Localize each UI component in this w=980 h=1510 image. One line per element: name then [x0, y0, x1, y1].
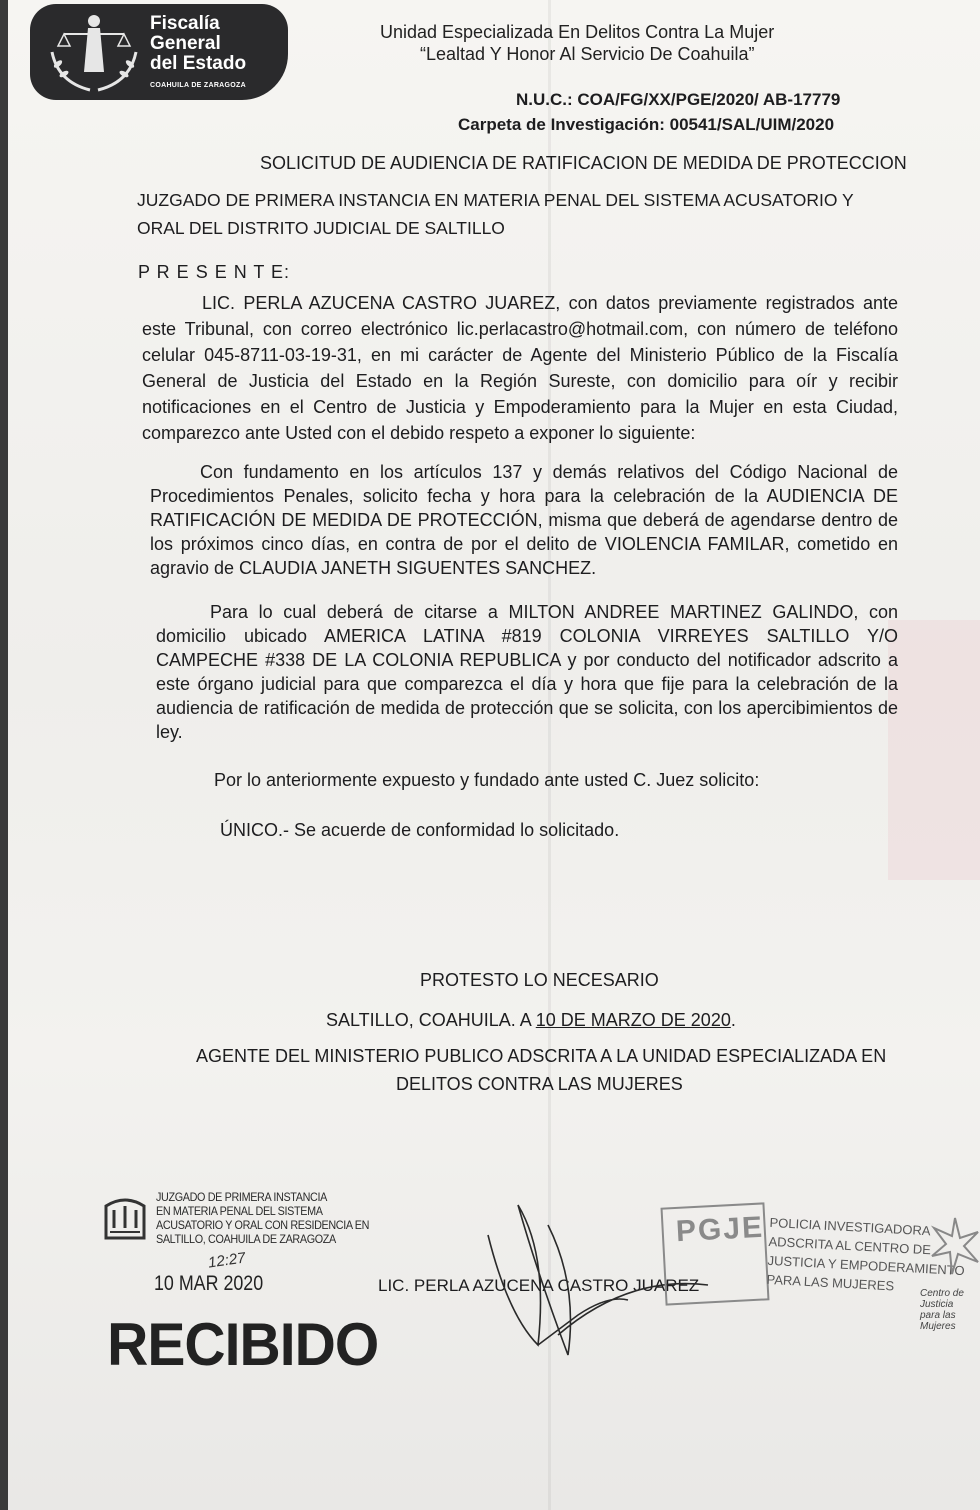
place-date: [326, 1010, 736, 1031]
police-stamp-line: PARA LAS MUJERES: [766, 1271, 895, 1294]
request-paragraph: Con fundamento en los artículos 137 y demás relativos del Código Nacional de Procedimientos Penales, solicito fecha y hora para la celebración de la AUDIENCIA DE RATIFICACIÓN DE MEDIDA DE PROTECCIÓN, misma que deberá de agendarse dentro de los próximos cinco días, en contra de por el delito de VIOLENCIA FAMILAR, cometido en agravio de CLAUDIA JANETH SIGUENTES SANCHEZ.: [150, 462, 898, 578]
received-date: 10 MAR 2020: [154, 1272, 264, 1295]
addressee-line: JUZGADO DE PRIMERA INSTANCIA EN MATERIA PENAL DEL SISTEMA ACUSATORIO Y: [137, 190, 854, 210]
logo-line: General: [150, 33, 221, 54]
police-stamp-line: ADSCRITA AL CENTRO DE: [768, 1233, 932, 1258]
paper-tint: [888, 620, 980, 880]
unico-line: ÚNICO.- Se acuerde de conformidad lo solicitado.: [220, 820, 620, 840]
justice-center-caption: [920, 1288, 980, 1332]
police-stamp-line: POLICIA INVESTIGADORA: [769, 1214, 931, 1239]
agent-title: DELITOS CONTRA LAS MUJERES: [396, 1074, 683, 1094]
court-stamp: [156, 1190, 396, 1246]
justice-center-emblem-icon: [926, 1212, 980, 1282]
pgje-acronym: PGJE: [675, 1210, 765, 1249]
court-stamp-line: EN MATERIA PENAL DEL SISTEMA: [156, 1204, 323, 1218]
logo-wordmark: [150, 14, 246, 74]
court-stamp-line: JUZGADO DE PRIMERA INSTANCIA: [156, 1190, 327, 1204]
signer-name: LIC. PERLA AZUCENA CASTRO JUAREZ: [378, 1276, 700, 1295]
place-suffix: .: [730, 1010, 736, 1030]
carpeta-number: Carpeta de Investigación: 00541/SAL/UIM/2020: [458, 115, 835, 134]
agent-title: AGENTE DEL MINISTERIO PUBLICO ADSCRITA A LA UNIDAD ESPECIALIZADA EN: [196, 1046, 887, 1066]
logo-line: del Estado: [150, 53, 247, 74]
received-stamp: RECIBIDO: [107, 1311, 379, 1378]
document-page: [8, 0, 980, 1510]
justice-figure-icon: [44, 12, 144, 94]
unit-name: Unidad Especializada En Delitos Contra La Mujer: [380, 22, 775, 42]
logo-subtitle: COAHUILA DE ZARAGOZA: [150, 82, 246, 89]
caption-line: Centro de Justicia: [920, 1288, 964, 1310]
protesto: PROTESTO LO NECESARIO: [420, 970, 659, 990]
addressee-line: ORAL DEL DISTRITO JUDICIAL DE SALTILLO: [137, 218, 505, 238]
court-seal-icon: [100, 1192, 150, 1244]
received-time: 12:27: [206, 1249, 247, 1272]
citation-paragraph: Para lo cual deberá de citarse a MILTON ANDREE MARTINEZ GALINDO, con domicilio ubicado AMERICA LATINA #819 COLONIA VIRREYES SALTILLO Y/O CAMPECHE #338 DE LA COLONIA REPUBLICA y por conducto del notificador adscrito a este órgano judicial para que comparezca el día y hora que fije para la celebración de la audiencia de ratificación de medida de protección que se solicita, con los apercibimientos de ley.: [156, 602, 898, 742]
caption-line: para las Mujeres: [920, 1310, 956, 1332]
petition-line: Por lo anteriormente expuesto y fundado ante usted C. Juez solicito:: [214, 770, 760, 790]
police-stamp-line: JUSTICIA Y EMPODERAMIENTO: [767, 1252, 965, 1279]
date: 10 DE MARZO DE 2020: [535, 1010, 731, 1030]
nuc-number: N.U.C.: COA/FG/XX/PGE/2020/ AB-17779: [516, 90, 841, 109]
document-title: SOLICITUD DE AUDIENCIA DE RATIFICACION DE MEDIDA DE PROTECCION: [260, 153, 907, 173]
fiscalia-logo: [30, 4, 288, 100]
presente: P R E S E N T E:: [138, 262, 291, 282]
place: SALTILLO, COAHUILA. A: [326, 1010, 536, 1030]
logo-line: Fiscalía: [150, 13, 220, 34]
court-stamp-line: ACUSATORIO Y ORAL CON RESIDENCIA EN: [156, 1218, 370, 1232]
court-stamp-line: SALTILLO, COAHUILA DE ZARAGOZA: [156, 1232, 336, 1246]
motto: “Lealtad Y Honor Al Servicio De Coahuila”: [420, 44, 755, 64]
intro-paragraph: LIC. PERLA AZUCENA CASTRO JUAREZ, con datos previamente registrados ante este Tribunal, con correo electrónico lic.perlacastro@hotmail.com, con número de teléfono celular 045-8711-03-19-31, en mi carácter de Agente del Ministerio Público de la Fiscalía General de Justicia del Estado en la Región Sureste, con domicilio para oír y recibir notificaciones en el Centro de Justicia y Empoderamiento para la Mujer en esta Ciudad, comparezco ante Usted con el debido respeto a exponer lo siguiente:: [142, 293, 898, 443]
